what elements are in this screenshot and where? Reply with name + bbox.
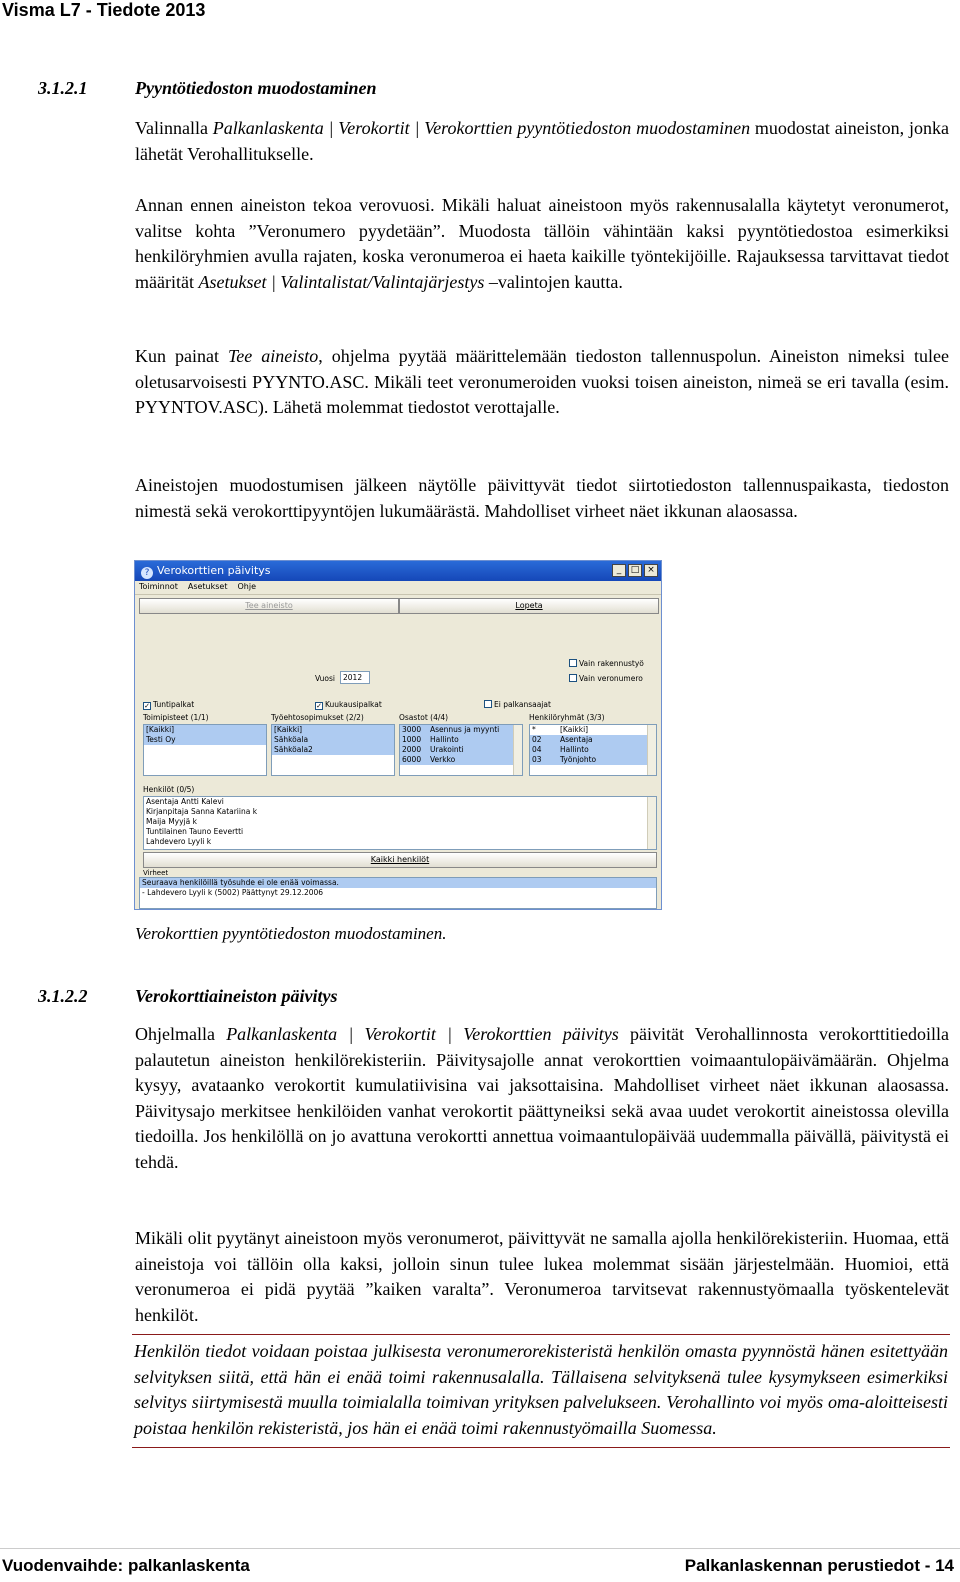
menu-path: Asetukset | Valintalistat/Valintajärjestys — [198, 271, 485, 292]
errors-box — [139, 877, 657, 909]
chk-tuntipalkat[interactable]: ✓ Tuntipalkat — [144, 700, 195, 710]
paragraph: Mikäli olit pyytänyt aineistoon myös veronumerot, päivittyvät ne samalla ajolla henkilörekisteriin. Huomaa, että aineistoja voi tällöin olla kaksi, jolloin sinun tulee lukea molemmat sisään järjestelmään. Huomioi, että veronumeroa ei pidä pyytää ”kaiken varalta”. Veronumeroa tarvitsevat rakennustyömaalla työskentelevät henkilöt. — [135, 1228, 949, 1325]
menu-ohje[interactable]: Ohje — [237, 582, 256, 591]
menu-toiminnot[interactable]: Toiminnot — [139, 582, 178, 591]
chk-kuukausipalkat[interactable]: ✓ Kuukausipalkat — [316, 700, 382, 710]
list-item[interactable]: 1000 Hallinto — [400, 735, 522, 745]
list-henkilot[interactable] — [143, 796, 657, 850]
checkbox-checked[interactable]: ✓ — [316, 702, 322, 710]
close-button[interactable]: × — [644, 564, 658, 577]
footer-right: Palkanlaskennan perustiedot - 14 — [684, 1556, 954, 1575]
document-header: Visma L7 - Tiedote 2013 — [2, 0, 206, 20]
chk-ei-palkansaajat[interactable]: Ei palkansaajat — [484, 700, 551, 709]
list-item[interactable]: Asentaja Antti Kalevi — [146, 797, 224, 806]
scrollbar[interactable] — [647, 725, 656, 775]
section-number: 3.1.2.2 — [38, 986, 88, 1006]
paragraph: Annan ennen aineiston tekoa verovuosi. Mikäli haluat aineistoon myös rakennusalalla käytetyt veronumerot, valitse kohta ”Veronumero pyydetään”. Muodosta tällöin vähintään kaksi pyyntötiedostoa esimerkiksi henkilöryhmien avulla rajaten, koska veronumeroa ei haeta kaikille työntekijöille. Rajauksessa tarvittavat tiedot määrität Asetukset | Valintalistat/Valintajärjestys –valintojen kautta. — [135, 195, 949, 292]
list-item[interactable]: [Kaikki] — [272, 725, 394, 735]
chk-vain-rakennustyo[interactable]: Vain rakennustyö — [569, 659, 644, 668]
list-henkiloryhmat[interactable] — [529, 724, 657, 776]
year-input[interactable]: 2012 — [340, 671, 370, 684]
list-item[interactable]: 2000 Urakointi — [400, 745, 522, 755]
list-item[interactable]: Lahdevero Lyyli k — [146, 837, 212, 846]
list-item[interactable]: Sähköala — [272, 735, 394, 745]
close-app-button[interactable]: Lopeta — [399, 598, 659, 614]
all-persons-button[interactable]: Kaikki henkilöt — [143, 852, 657, 868]
list-header-tyoehtosopimukset: Työehtosopimukset (2/2) — [271, 713, 364, 722]
list-item[interactable]: Tuntilainen Tauno Eevertti — [146, 827, 244, 836]
screenshot-window — [134, 560, 662, 910]
checkbox[interactable] — [569, 659, 577, 667]
checkbox[interactable] — [569, 674, 577, 682]
menubar — [135, 581, 661, 595]
maximize-button[interactable]: □ — [628, 564, 642, 577]
checkbox[interactable] — [484, 700, 492, 708]
list-tyoehtosopimukset[interactable] — [271, 724, 395, 776]
list-header-osastot: Osastot (4/4) — [399, 713, 449, 722]
year-label: Vuosi — [315, 674, 335, 683]
chk-vain-veronumero[interactable]: Vain veronumero — [569, 674, 643, 683]
list-item[interactable]: Maija Myyjä k — [146, 817, 197, 826]
list-item[interactable]: 04 Hallinto — [530, 745, 656, 755]
list-item[interactable]: [Kaikki] — [144, 725, 266, 735]
paragraph: Valinnalla Palkanlaskenta | Verokortit | Verokorttien pyyntötiedoston muodostaminen muodostat aineiston, jonka lähetät Verohallitukselle. — [135, 118, 949, 164]
list-header-henkiloryhmat: Henkilöryhmät (3/3) — [529, 713, 605, 722]
scrollbar[interactable] — [513, 725, 522, 775]
list-header-toimipisteet: Toimipisteet (1/1) — [143, 713, 209, 722]
list-item[interactable]: Kirjanpitaja Sanna Katariina k — [146, 807, 258, 816]
paragraph: Aineistojen muodostumisen jälkeen näytölle päivittyvät tiedot siirtotiedoston tallennuspaikasta, tiedoston nimestä sekä verokorttipyyntöjen lukumäärästä. Mahdolliset virheet näet ikkunan alaosassa. — [135, 475, 949, 521]
footer — [0, 1548, 960, 1582]
section-title: Verokorttiaineiston päivitys — [135, 986, 338, 1006]
menu-path: Palkanlaskenta | Verokortit | Verokorttien päivitys — [226, 1024, 619, 1044]
list-header-henkilot: Henkilöt (0/5) — [143, 785, 195, 794]
menu-asetukset[interactable]: Asetukset — [187, 582, 228, 591]
window-titlebar — [135, 561, 661, 581]
list-item[interactable]: 03 Työnjohto — [530, 755, 656, 765]
checkbox-checked[interactable]: ✓ — [144, 702, 150, 710]
window-title: Verokorttien päivitys — [157, 564, 271, 577]
error-line: - Lahdevero Lyyli k (5002) Päättynyt 29.12.2006 — [142, 888, 324, 897]
list-item[interactable]: 3000 Asennus ja myynti — [400, 725, 522, 735]
error-line: Seuraava henkilöillä työsuhde ei ole enää voimassa. — [140, 878, 656, 888]
section-number: 3.1.2.1 — [38, 78, 88, 98]
paragraph: Kun painat Tee aineisto, ohjelma pyytää määrittelemään tiedoston tallennuspolun. Aineiston nimeksi tulee oletusarvoisesti PYYNTO.ASC. Mikäli teet veronumeroiden vuoksi toisen aineiston, nimeä se eri tavalla (esim. PYYNTOV.ASC). Lähetä molemmat tiedostot verottajalle. — [135, 346, 949, 417]
note-box: Henkilön tiedot voidaan poistaa julkisesta veronumerorekisteristä henkilön omasta pyynnöstä hänen esitettyään selvityksen siitä, että hän ei enää toimi rakennusalalla. Tällaisena selvityksenä tulee kysymykseen esimerkiksi selvitys siirtymisestä muulla toimialalla toimivan yrityksen palvelukseen. Verohallinto voi myös oma-aloitteisesti poistaa henkilön rekisteristä, jos hän ei enää toimi rakennustyömailla Suomessa. — [132, 1334, 950, 1448]
scrollbar[interactable] — [647, 797, 656, 849]
create-file-button[interactable]: Tee aineisto — [139, 598, 399, 614]
list-item[interactable]: Testi Oy — [144, 735, 266, 745]
menu-path: Palkanlaskenta | Verokortit | Verokorttien pyyntötiedoston muodostaminen — [212, 118, 751, 138]
minimize-button[interactable]: _ — [612, 564, 626, 577]
footer-left: Vuodenvaihde: palkanlaskenta — [2, 1556, 250, 1575]
errors-label: Virheet — [143, 869, 169, 877]
app-icon: ? — [141, 567, 153, 579]
figure-caption: Verokorttien pyyntötiedoston muodostaminen. — [135, 924, 447, 943]
section-title: Pyyntötiedoston muodostaminen — [135, 78, 377, 98]
list-osastot[interactable] — [399, 724, 523, 776]
list-item[interactable]: * [Kaikki] — [532, 725, 589, 734]
list-toimipisteet[interactable] — [143, 724, 267, 776]
list-item[interactable]: 6000 Verkko — [400, 755, 522, 765]
list-item[interactable]: Sähköala2 — [272, 745, 394, 755]
list-item[interactable]: 02 Asentaja — [530, 735, 656, 745]
paragraph: Ohjelmalla Palkanlaskenta | Verokortit | Verokorttien päivitys päivität Verohallinnosta verokorttitiedoilla palautetun aineiston henkilörekisteriin. Päivitysajolle annat verokorttien voimaantulopäivämäärän. Ohjelma kysyy, avataanko verokortit kumulatiivisina vai jaksottaisina. Mahdolliset virheet näet ikkunan alaosassa. Päivitysajo merkitsee henkilöiden vanhat verokortit päättyneiksi sekä avaa uudet verokortit aineistossa olevilla tiedoilla. Jos henkilöllä on jo avattuna verokortti annettua voimaantulopäivää uudemmalla päivällä, päivitystä ei tehdä. — [135, 1024, 949, 1172]
